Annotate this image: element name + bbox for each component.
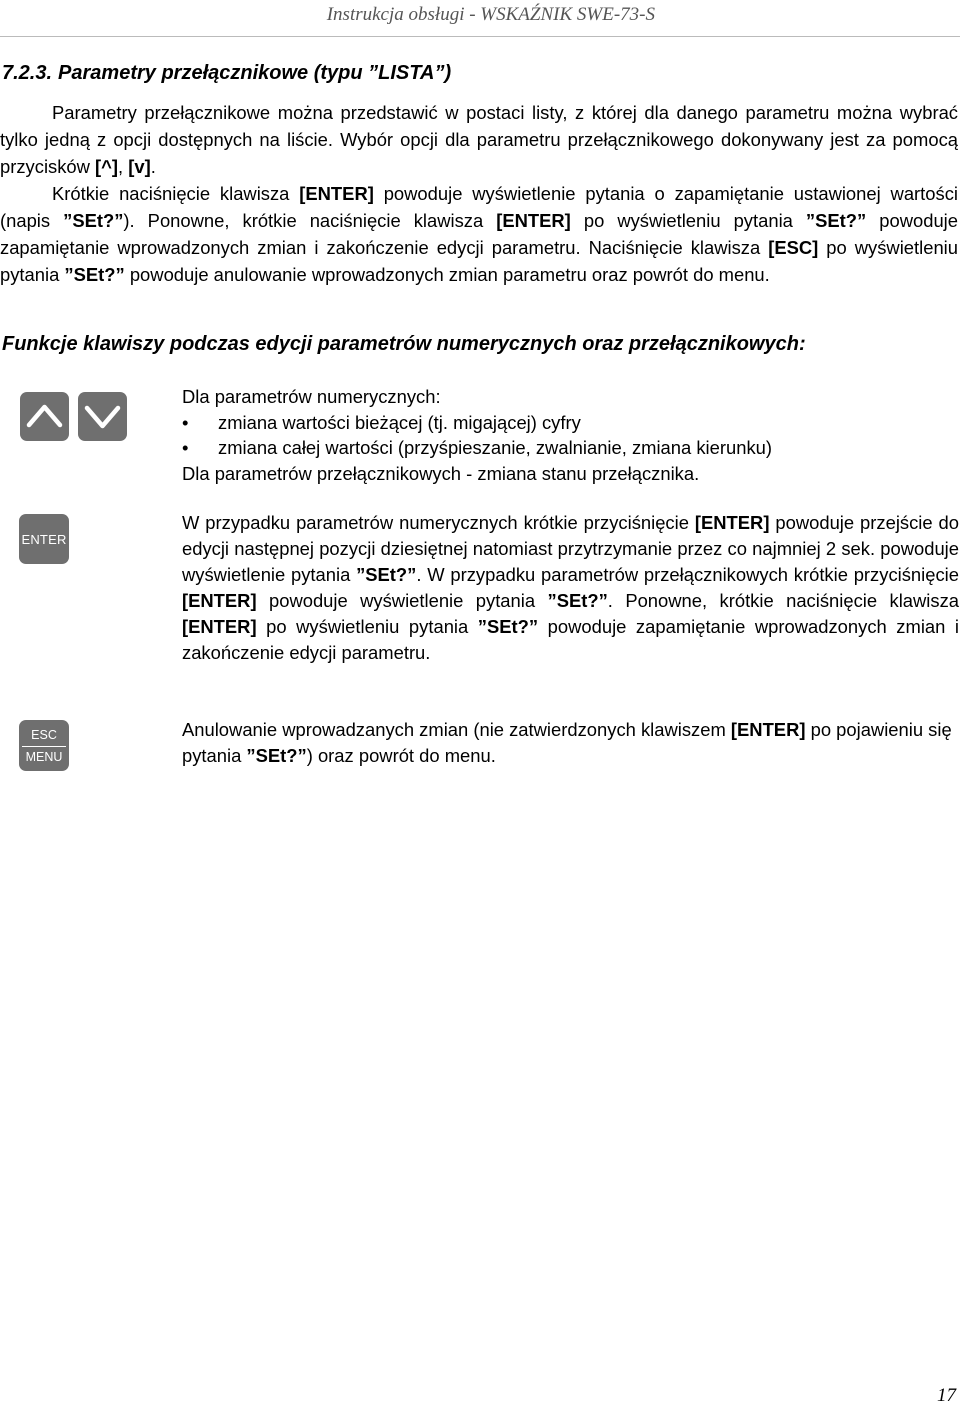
key-ref-enter: [ENTER] (182, 590, 257, 611)
list-item-text: zmiana całej wartości (przyśpieszanie, zwalnianie, zmiana kierunku) (218, 437, 772, 458)
bullet-icon: • (182, 437, 189, 458)
prompt-set: ”SEt?” (805, 210, 867, 231)
arrow-up-key (20, 392, 69, 441)
list-item-text: zmiana wartości bieżącej (tj. migającej) cyfry (218, 411, 581, 433)
header-rule (0, 36, 960, 37)
text-run: ). Ponowne, krótkie naciśnięcie klawisza (123, 210, 497, 231)
list-item (182, 435, 959, 461)
section-title (2, 62, 451, 85)
text-run: ) oraz powrót do menu. (306, 745, 496, 766)
text-run: po wyświetleniu pytania (0, 237, 958, 285)
enter-key-description (182, 510, 959, 666)
menu-key-label: MENU (25, 749, 63, 764)
text-run: powoduje zapamiętanie wprowadzonych zmian i zakończenie edycji parametru. Naciśnięcie klawisza (0, 210, 958, 258)
text-run: . Ponowne, krótkie naciśnięcie klawisza (607, 590, 959, 611)
text-run: W przypadku parametrów numerycznych krótkie przyciśnięcie (182, 512, 695, 533)
key-ref-enter: [ENTER] (694, 512, 770, 533)
running-header: Instrukcja obsługi - WSKAŹNIK SWE-73-S (326, 4, 655, 25)
enter-key-label: ENTER (21, 531, 67, 547)
prompt-set: ”SEt?” (356, 564, 417, 585)
text-run: powoduje wyświetlenie pytania (256, 590, 548, 611)
text-run: po wyświetleniu pytania (256, 616, 478, 637)
esc-key-label: ESC (31, 727, 57, 742)
text-run: Parametry przełącznikowe można przedstawić w postaci listy, z której dla danego parametru można wybrać tylko jedną z opcji dostępnych na liście. Wybór opcji dla parametru przełącznikowego dokonywany jest za pomocą przycisków (0, 102, 958, 177)
page-number: 17 (937, 1385, 956, 1406)
prompt-set: ”SEt?” (246, 745, 307, 766)
text-run: . (150, 156, 156, 177)
prompt-set: ”SEt?” (547, 590, 608, 611)
arrow-keys-description (182, 384, 959, 486)
key-ref-enter: [ENTER] (299, 183, 374, 204)
intro-paragraph-1 (0, 99, 958, 180)
enter-key (19, 514, 69, 564)
arrow-down-key (78, 392, 127, 441)
key-divider (22, 746, 66, 747)
text-run: powoduje zapamiętanie wprowadzonych zmian i zakończenie edycji parametru. (182, 616, 960, 663)
text-run: , (118, 156, 129, 177)
text-run: powoduje przejście do edycji następnej pozycji dziesiętnej natomiast przytrzymanie przez co najmniej 2 sek. powoduje wyświetlenie pytania (182, 512, 959, 585)
list-item (182, 410, 959, 436)
text-run: po wyświetleniu pytania (570, 210, 806, 231)
key-ref-up: [^] (95, 156, 119, 177)
prompt-set: ”SEt?” (64, 264, 125, 285)
text-run: . W przypadku parametrów przełącznikowych krótkie przyciśnięcie (416, 564, 959, 585)
key-ref-esc: [ESC] (768, 237, 819, 258)
arrow-up-icon (20, 392, 69, 441)
intro-paragraph-2 (0, 180, 958, 288)
prompt-set: ”SEt?” (63, 210, 124, 231)
bullet-icon: • (182, 411, 189, 433)
text-run: powoduje anulowanie wprowadzonych zmian parametru oraz powrót do menu. (124, 264, 770, 285)
key-ref-enter: [ENTER] (730, 719, 806, 740)
esc-menu-key (19, 720, 69, 771)
arrow-down-icon (78, 392, 127, 441)
key-ref-enter: [ENTER] (496, 210, 571, 231)
key-ref-enter: [ENTER] (182, 616, 257, 637)
prompt-set: ”SEt?” (477, 616, 539, 637)
key-ref-down: [v] (128, 156, 151, 177)
section-number: 7.2.3. (2, 62, 53, 84)
text-run: po pojawieniu się pytania (182, 719, 952, 766)
numeric-heading: Dla parametrów numerycznych: (182, 386, 441, 407)
esc-key-description (182, 717, 959, 769)
section-title-text: Parametry przełącznikowe (typu ”LISTA”) (58, 62, 452, 84)
text-run: Krótkie naciśnięcie klawisza (52, 183, 300, 204)
text-run: Anulowanie wprowadzanych zmian (nie zatwierdzonych klawiszem (182, 719, 731, 740)
text-run: powoduje wyświetlenie pytania o zapamiętanie ustawionej wartości (napis (0, 183, 958, 231)
key-functions-heading: Funkcje klawiszy podczas edycji parametrów numerycznych oraz przełącznikowych: (2, 333, 806, 355)
switch-description: Dla parametrów przełącznikowych - zmiana stanu przełącznika. (182, 462, 700, 484)
